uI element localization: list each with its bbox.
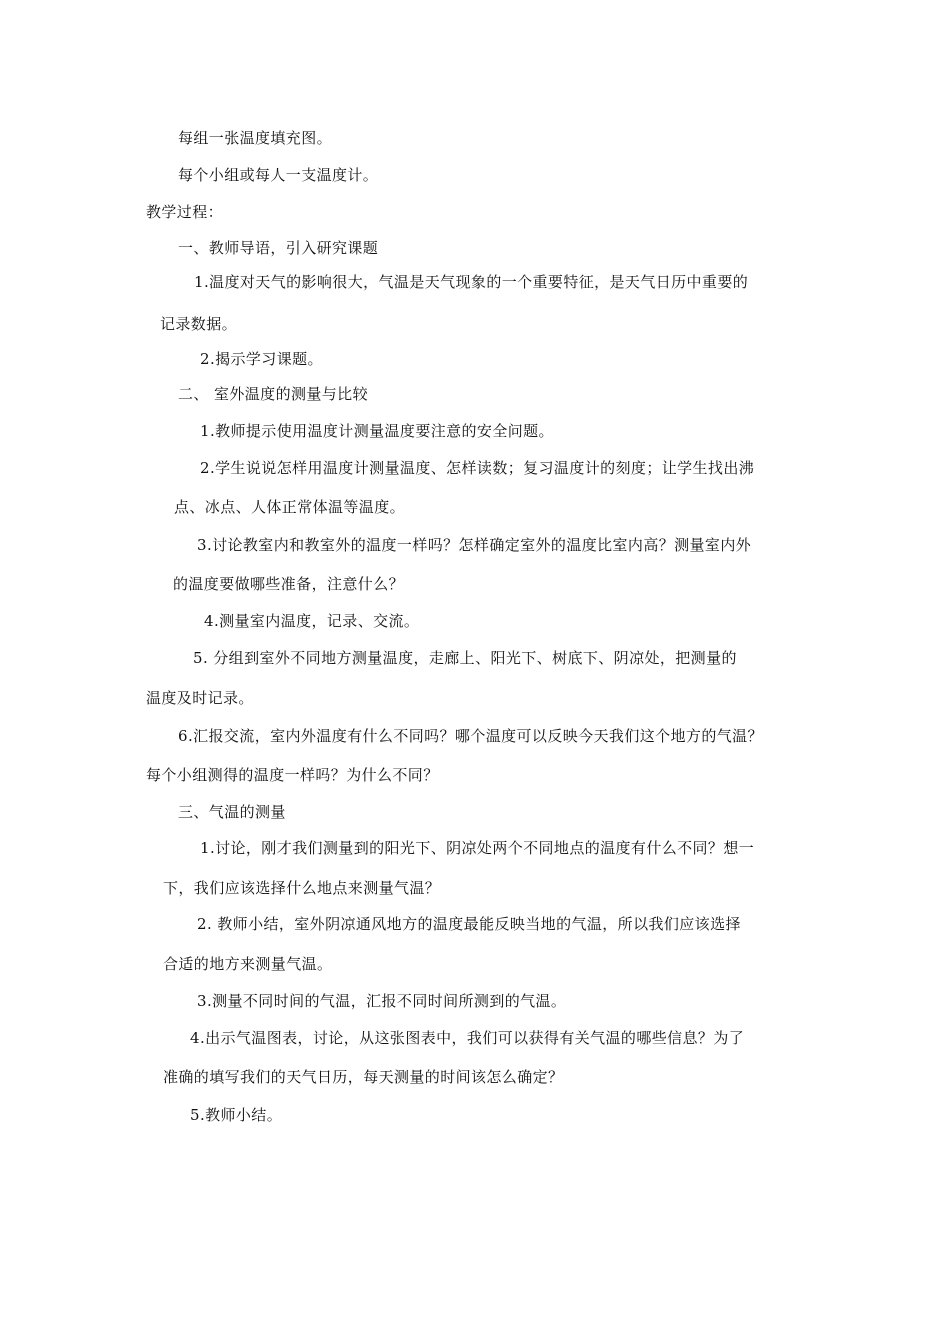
part-heading-2: 二、 室外温度的测量与比较 (178, 385, 368, 403)
paragraph-line: 2.揭示学习课题。 (200, 350, 323, 368)
paragraph-line: 3.测量不同时间的气温，汇报不同时间所测到的气温。 (197, 992, 567, 1010)
materials-line-2: 每个小组或每人一支温度计。 (178, 166, 379, 184)
paragraph-line: 合适的地方来测量气温。 (163, 955, 333, 973)
paragraph-line: 4.出示气温图表，讨论，从这张图表中，我们可以获得有关气温的哪些信息？为了 (190, 1029, 745, 1047)
paragraph-line: 1.温度对天气的影响很大，气温是天气现象的一个重要特征，是天气日历中重要的 (194, 273, 749, 291)
paragraph-line: 3.讨论教室内和教室外的温度一样吗？怎样确定室外的温度比室内高？测量室内外 (197, 536, 752, 554)
section-heading-teaching-process: 教学过程： (146, 203, 224, 221)
paragraph-line: 5. 分组到室外不同地方测量温度，走廊上、阳光下、树底下、阴凉处，把测量的 (193, 649, 737, 667)
part-heading-1: 一、教师导语，引入研究课题 (178, 239, 379, 257)
paragraph-line: 记录数据。 (160, 315, 238, 333)
paragraph-line: 2. 教师小结，室外阴凉通风地方的温度最能反映当地的气温，所以我们应该选择 (197, 915, 741, 933)
paragraph-line: 1.讨论，刚才我们测量到的阳光下、阴凉处两个不同地点的温度有什么不同？想一 (200, 839, 755, 857)
paragraph-line: 5.教师小结。 (190, 1106, 283, 1124)
part-heading-3: 三、气温的测量 (178, 803, 286, 821)
paragraph-line: 准确的填写我们的天气日历，每天测量的时间该怎么确定？ (163, 1068, 564, 1086)
paragraph-line: 4.测量室内温度，记录、交流。 (204, 612, 420, 630)
paragraph-line: 的温度要做哪些准备，注意什么？ (173, 575, 405, 593)
paragraph-line: 1.教师提示使用温度计测量温度要注意的安全问题。 (200, 422, 554, 440)
paragraph-line: 温度及时记录。 (146, 689, 254, 707)
paragraph-line: 每个小组测得的温度一样吗？为什么不同？ (146, 766, 439, 784)
paragraph-line: 下，我们应该选择什么地点来测量气温？ (163, 879, 441, 897)
paragraph-line: 点、冰点、人体正常体温等温度。 (174, 498, 406, 516)
materials-line-1: 每组一张温度填充图。 (178, 129, 333, 147)
paragraph-line: 2.学生说说怎样用温度计测量温度、怎样读数；复习温度计的刻度；让学生找出沸 (200, 459, 755, 477)
paragraph-line: 6.汇报交流，室内外温度有什么不同吗？哪个温度可以反映今天我们这个地方的气温？ (178, 727, 763, 745)
